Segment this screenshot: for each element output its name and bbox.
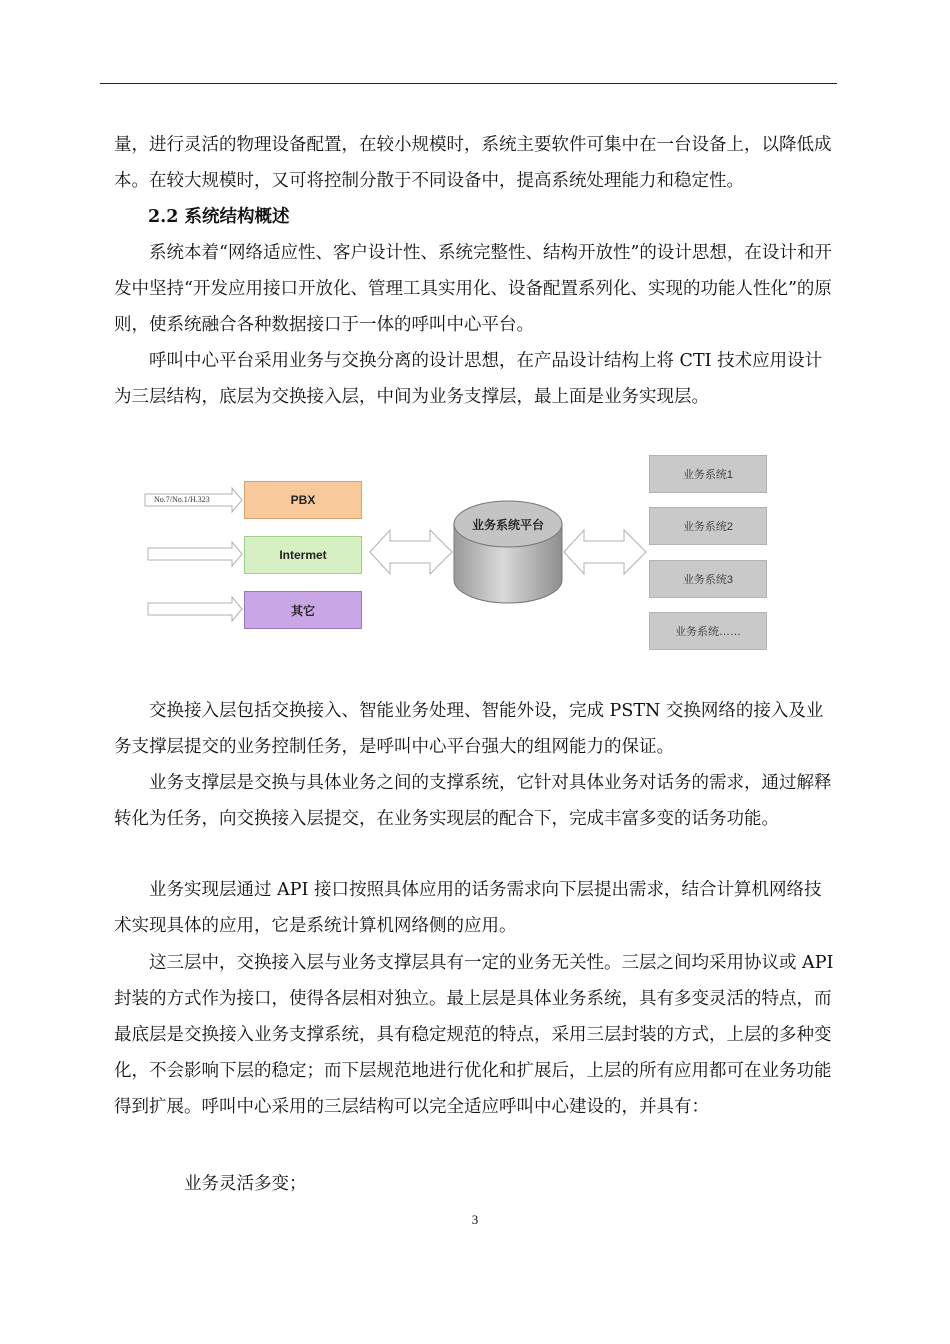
system-box-3: 业务系统3 — [649, 560, 767, 598]
system-box-more: 业务系统…… — [649, 612, 767, 650]
input-arrow-2 — [148, 542, 242, 566]
header-rule — [100, 83, 837, 84]
paragraph-4: 交换接入层包括交换接入、智能业务处理、智能外设，完成 PSTN 交换网络的接入及业务支撑层提交的业务控制任务，是呼叫中心平台强大的组网能力的保证。 — [114, 701, 824, 757]
pbx-box: PBX — [244, 481, 362, 519]
platform-label: 业务系统平台 — [471, 517, 544, 532]
system-box-1: 业务系统1 — [649, 455, 767, 493]
architecture-diagram — [140, 450, 780, 655]
section-heading: 2.2 系统结构概述 — [148, 207, 290, 227]
paragraph-7: 这三层中，交换接入层与业务支撑层具有一定的业务无关性。三层之间均采用协议或 API 封装的方式作为接口，使得各层相对独立。最上层是具体业务系统，具有多变灵活的特点，而最底层是交换接入业务支撑系统，具有稳定规范的特点，采用三层封装的方式，上层的多种变化，不会影响下层的稳定；而下层规范地进行优化和扩展后，上层的所有应用都可在业务功能得到扩展。呼叫中心采用的三层结构可以完全适应呼叫中心建设的，并具有： — [114, 953, 834, 1117]
internet-box: Intermet — [244, 536, 362, 574]
input-arrow-3 — [148, 597, 242, 621]
paragraph-2: 系统本着“网络适应性、客户设计性、系统完整性、结构开放性”的设计思想，在设计和开发中坚持“开发应用接口开放化、管理工具实用化、设备配置系列化、实现的功能人性化”的原则，使系统融合各种数据接口于一体的呼叫中心平台。 — [114, 243, 832, 335]
system-box-2: 业务系统2 — [649, 507, 767, 545]
paragraph-1: 量，进行灵活的物理设备配置，在较小规模时，系统主要软件可集中在一台设备上，以降低成本。在较大规模时，又可将控制分散于不同设备中，提高系统处理能力和稳定性。 — [114, 135, 832, 191]
paragraph-5: 业务支撑层是交换与具体业务之间的支撑系统，它针对具体业务对话务的需求，通过解释转化为任务，向交换接入层提交，在业务实现层的配合下，完成丰富多变的话务功能。 — [114, 773, 832, 829]
page-number: 3 — [471, 1212, 479, 1227]
paragraph-3: 呼叫中心平台采用业务与交换分离的设计思想，在产品设计结构上将 CTI 技术应用设计为三层结构，底层为交换接入层，中间为业务支撑层，最上面是业务实现层。 — [114, 351, 823, 407]
double-arrow-right — [564, 530, 646, 574]
double-arrow-left — [370, 530, 452, 574]
protocol-label: No.7/No.1/H.323 — [154, 495, 210, 504]
paragraph-8: 业务灵活多变； — [184, 1174, 307, 1194]
other-box: 其它 — [244, 591, 362, 629]
paragraph-6: 业务实现层通过 API 接口按照具体应用的话务需求向下层提出需求，结合计算机网络技术实现具体的应用，它是系统计算机网络侧的应用。 — [114, 880, 822, 936]
